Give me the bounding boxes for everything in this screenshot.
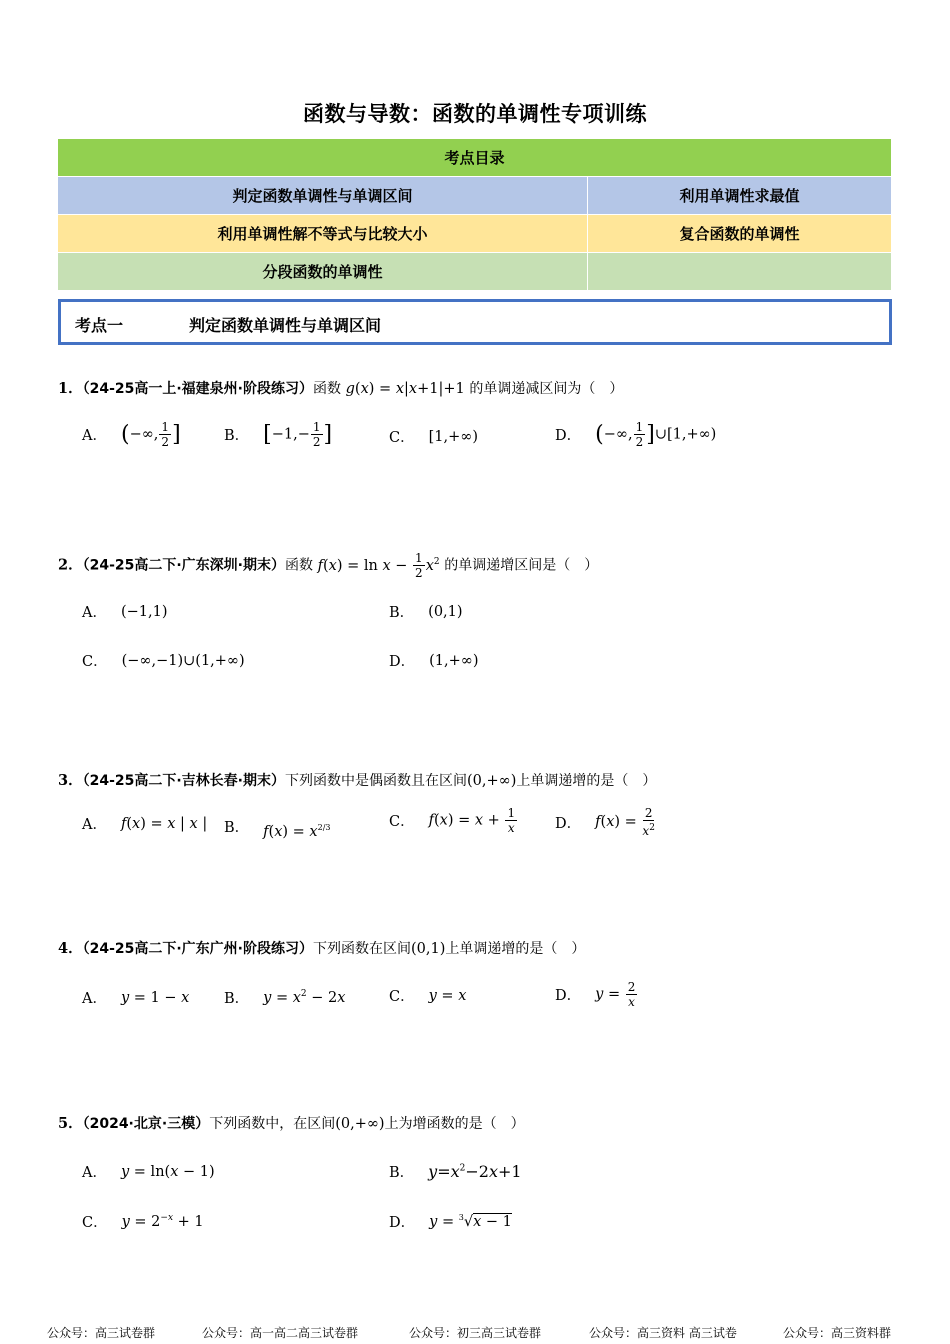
option-label: B． xyxy=(224,991,250,1007)
question-stem: 函数 xyxy=(313,381,342,397)
formula: $f(x) = x^{2/3}$ xyxy=(263,823,331,840)
option-c[interactable] xyxy=(82,1211,204,1232)
footer-item: 公众号：高三资料群 xyxy=(783,1326,892,1340)
question-source: （24-25高一上·福建泉州·阶段练习） xyxy=(82,381,314,397)
option-label: B． xyxy=(224,428,250,444)
option-b[interactable] xyxy=(389,1161,522,1182)
formula: [−1,− $\frac{1}{2}$ ] xyxy=(263,420,333,449)
option-a[interactable] xyxy=(82,987,189,1008)
formula: (−1,1) xyxy=(120,603,168,620)
question-stem: 下列函数中，在区间 xyxy=(209,1116,336,1132)
toc-item[interactable]: 利用单调性求最值 xyxy=(588,177,892,215)
option-label: C． xyxy=(82,654,108,670)
option-label: C． xyxy=(82,1215,108,1231)
option-b[interactable] xyxy=(389,601,463,622)
formula: y = 1 − x xyxy=(120,989,190,1006)
formula: y = x xyxy=(428,987,467,1004)
toc-item[interactable]: 分段函数的单调性 xyxy=(58,253,588,291)
formula: y = ln(x − 1) xyxy=(120,1163,215,1180)
option-c[interactable] xyxy=(389,985,466,1006)
question-stem: 上单调递增的是（ ） xyxy=(516,773,657,789)
section-name: 判定函数单调性与单调区间 xyxy=(189,316,382,335)
question-4 xyxy=(58,937,585,958)
option-a[interactable] xyxy=(82,601,168,622)
question-number: 1． xyxy=(58,380,83,397)
option-d[interactable] xyxy=(555,980,638,1009)
option-label: B． xyxy=(224,819,250,836)
option-label: D． xyxy=(555,815,582,832)
option-label: A． xyxy=(82,1165,107,1181)
option-a[interactable] xyxy=(82,420,181,449)
question-number: 5． xyxy=(58,1115,83,1132)
footer-item: 公众号：高一高二高三试卷群 xyxy=(202,1326,359,1340)
formula: f(x) = x | x | xyxy=(120,815,208,832)
option-label: D． xyxy=(555,428,582,444)
formula: (1,+∞) xyxy=(429,652,479,669)
question-source: （2024·北京·三模） xyxy=(82,1116,210,1132)
option-b[interactable] xyxy=(224,813,330,840)
option-a[interactable] xyxy=(82,813,207,834)
formula: [1,+∞) xyxy=(428,428,478,445)
question-5 xyxy=(58,1112,525,1133)
formula: (0,+∞) xyxy=(467,773,517,789)
question-stem: 的单调递减区间为（ ） xyxy=(469,381,624,397)
question-stem: 上单调递增的是（ ） xyxy=(445,941,586,957)
question-source: （24-25高二下·吉林长春·期末） xyxy=(82,773,286,789)
footer-item: 公众号：初三高三试卷群 xyxy=(409,1326,542,1340)
option-label: A． xyxy=(82,605,107,621)
question-source: （24-25高二下·广东深圳·期末） xyxy=(82,557,286,574)
question-number: 4． xyxy=(58,940,83,957)
formula: g(x) = x|x+1|+1 xyxy=(345,381,465,397)
toc-item[interactable]: 判定函数单调性与单调区间 xyxy=(58,177,588,215)
option-label: C． xyxy=(389,989,415,1005)
toc-item[interactable]: 利用单调性解不等式与比较大小 xyxy=(58,215,588,253)
toc-table xyxy=(57,138,892,291)
formula: $y=x^2-2x+1$ xyxy=(428,1162,522,1181)
option-label: A． xyxy=(82,817,107,833)
formula: (−∞,−1)∪(1,+∞) xyxy=(121,652,245,669)
option-c[interactable] xyxy=(82,650,245,671)
question-stem: 的单调递增区间是（ ） xyxy=(444,557,599,574)
option-label: D． xyxy=(389,1215,416,1231)
formula: (0,1) xyxy=(428,603,463,620)
formula: $y = x^2 - 2x$ xyxy=(263,989,346,1006)
option-label: A． xyxy=(82,428,107,444)
formula: f(x) = ln x − $\frac{1}{2}$ $x^2$ xyxy=(317,551,440,580)
question-1 xyxy=(58,377,623,398)
question-stem: 下列函数在区间 xyxy=(313,941,412,957)
question-stem: 下列函数中是偶函数且在区间 xyxy=(285,773,468,789)
formula: f(x) = $\frac{2}{x^2}$ xyxy=(595,806,655,838)
question-3 xyxy=(58,769,656,790)
option-d[interactable] xyxy=(389,650,479,671)
formula: (−∞, $\frac{1}{2}$ ]∪[1,+∞) xyxy=(595,420,717,449)
option-label: C． xyxy=(389,430,415,446)
footer-item: 公众号：高三资料 高三试卷 xyxy=(589,1326,737,1340)
question-stem: 函数 xyxy=(285,557,314,574)
toc-empty xyxy=(588,253,892,291)
question-source: （24-25高二下·广东广州·阶段练习） xyxy=(82,941,314,957)
formula: f(x) = x + $\frac{1}{x}$ xyxy=(428,806,516,835)
option-label: B． xyxy=(389,1165,415,1181)
question-stem: 上为增函数的是（ ） xyxy=(384,1116,525,1132)
formula: (−∞, $\frac{1}{2}$ ] xyxy=(120,420,181,449)
option-label: B． xyxy=(389,605,415,621)
formula: $y = 2^{-x} + 1$ xyxy=(121,1213,204,1230)
option-b[interactable] xyxy=(224,987,345,1008)
option-d[interactable] xyxy=(555,420,716,449)
section-label: 考点一 xyxy=(75,316,124,335)
formula: y = $\frac{2}{x}$ xyxy=(595,980,636,1009)
formula: (0,+∞) xyxy=(335,1116,385,1132)
formula: y = $^3$√x − 1 xyxy=(429,1213,512,1230)
footer-item: 公众号：高三试卷群 xyxy=(47,1326,156,1340)
option-label: A． xyxy=(82,991,107,1007)
option-a[interactable] xyxy=(82,1161,215,1182)
option-label: D． xyxy=(555,988,582,1004)
question-2 xyxy=(58,551,598,580)
option-label: D． xyxy=(389,654,416,670)
option-c[interactable] xyxy=(389,426,478,447)
option-b[interactable] xyxy=(224,420,332,449)
question-number: 2． xyxy=(58,556,83,574)
option-label: C． xyxy=(389,814,415,830)
toc-item[interactable]: 复合函数的单调性 xyxy=(588,215,892,253)
page-title: 函数与导数：函数的单调性专项训练 xyxy=(303,102,647,126)
option-d[interactable] xyxy=(389,1211,512,1232)
question-number: 3． xyxy=(58,772,83,789)
toc-header: 考点目录 xyxy=(58,139,892,177)
option-c[interactable] xyxy=(389,806,518,835)
formula: (0,1) xyxy=(411,941,446,957)
option-d[interactable] xyxy=(555,806,656,838)
section-box xyxy=(58,299,892,345)
